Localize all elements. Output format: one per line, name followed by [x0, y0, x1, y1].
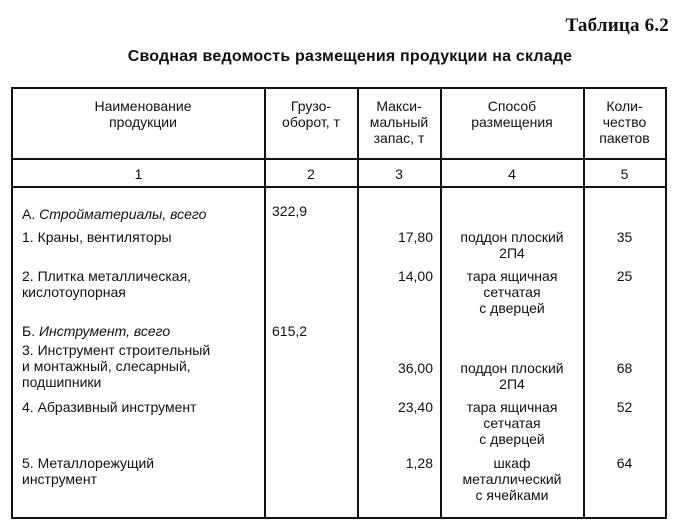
column-number: 5	[620, 166, 629, 182]
row-2-method: тара ящичная сетчатая с дверцей	[466, 268, 558, 316]
group-turnover-a: 322,9	[272, 203, 308, 219]
row-3-stock: 36,00	[397, 360, 433, 376]
group-name: Стройматериалы, всего	[39, 206, 207, 222]
row-4-stock: 23,40	[397, 399, 433, 415]
group-prefix: Б.	[22, 323, 39, 339]
column-divider	[264, 87, 266, 519]
row-4-name: 4. Абразивный инструмент	[22, 399, 197, 415]
row-1-method: поддон плоский 2П4	[460, 229, 564, 261]
row-3-packages: 68	[616, 360, 633, 376]
table-number-label: Таблица 6.2	[565, 15, 669, 36]
row-3-name: 3. Инструмент строительный и монтажный, слесарный, подшипники	[22, 342, 211, 390]
column-number: 2	[307, 166, 315, 182]
row-5-method: шкаф металлический с ячейками	[462, 455, 562, 503]
column-number: 4	[508, 166, 516, 182]
row-2-packages: 25	[616, 268, 633, 284]
group-prefix: А.	[22, 206, 40, 222]
row-3-method: поддон плоский 2П4	[460, 360, 564, 392]
header-placement-method: Способ размещения	[471, 98, 553, 130]
header-name: Наименование продукции	[94, 98, 192, 130]
row-4-method: тара ящичная сетчатая с дверцей	[466, 399, 558, 447]
row-2-name: 2. Плитка металлическая, кислотоупорная	[22, 268, 192, 300]
column-number: 3	[395, 166, 403, 182]
header-max-stock: Макси- мальный запас, т	[369, 98, 429, 146]
row-4-packages: 52	[616, 399, 633, 415]
column-number: 1	[134, 166, 143, 182]
row-2-stock: 14,00	[397, 268, 433, 284]
header-divider	[11, 158, 667, 160]
group-name: Инструмент, всего	[38, 323, 171, 339]
row-5-packages: 64	[616, 455, 633, 471]
row-1-packages: 35	[616, 229, 633, 245]
group-turnover-b: 615,2	[272, 323, 308, 339]
group-heading-b	[22, 323, 170, 339]
group-heading-a	[22, 206, 206, 222]
header-turnover: Грузо- оборот, т	[282, 98, 340, 130]
row-1-stock: 17,80	[397, 229, 433, 245]
table-title: Сводная ведомость размещения продукции на складе	[127, 48, 573, 65]
header-package-count: Коли- чество пакетов	[599, 98, 650, 146]
row-5-stock: 1,28	[405, 455, 433, 471]
row-1-name: 1. Краны, вентиляторы	[22, 229, 172, 245]
row-5-name: 5. Металлорежущий инструмент	[22, 455, 155, 487]
column-number-divider	[11, 186, 667, 188]
